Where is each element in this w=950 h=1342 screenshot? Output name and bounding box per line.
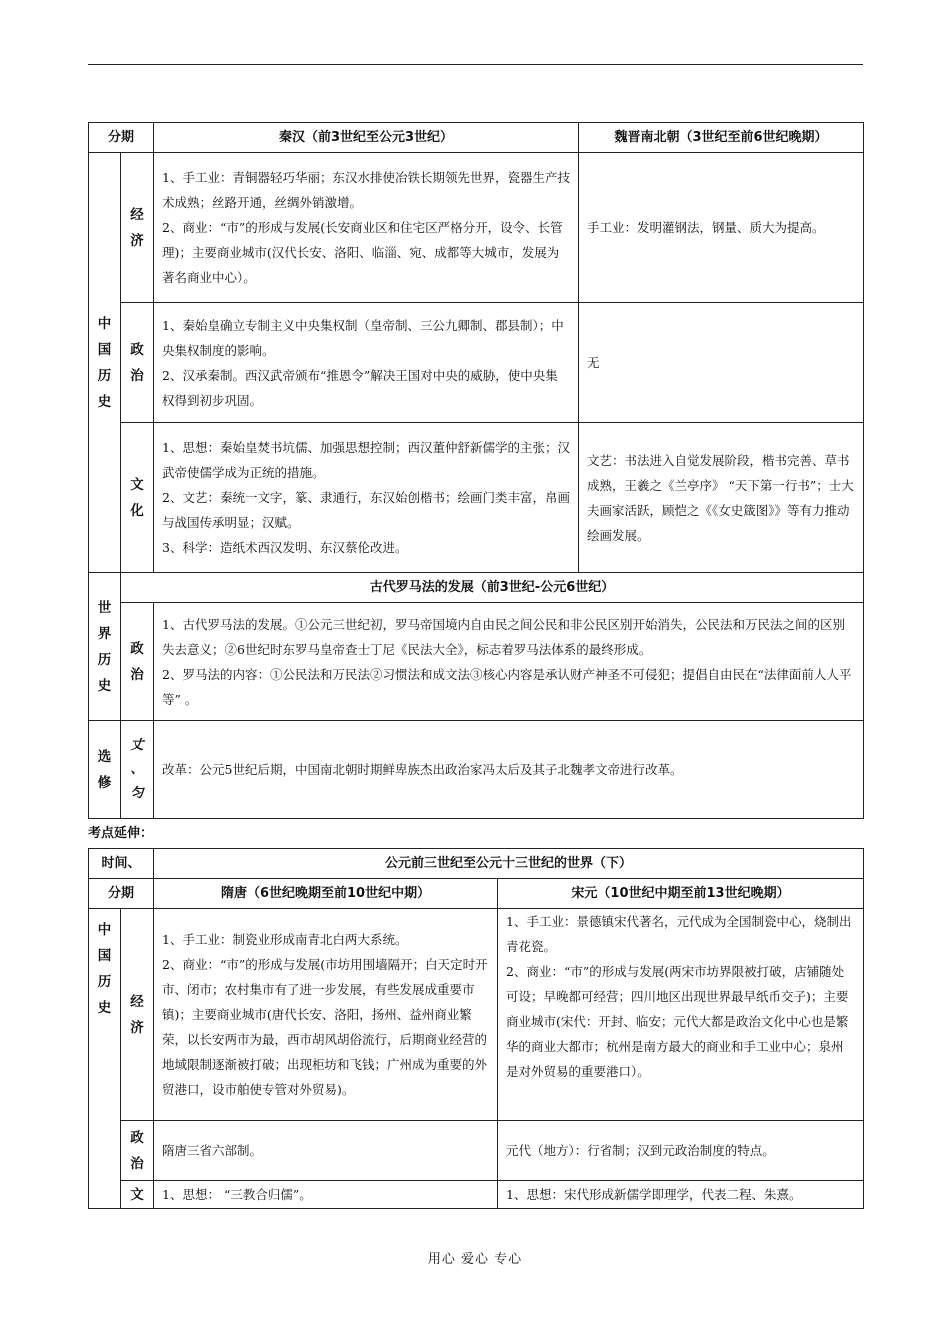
weijin-culture: 文艺：书法进入自觉发展阶段，楷书完善、草书成熟，王羲之《兰亭序》 “天下第一行书”；士大夫画家活跃，顾恺之《《女史箴图》》等有力推动绘画发展。 [579,423,864,573]
weijin-politics: 无 [579,303,864,423]
elective-sub-label: 丈 、 匀 [121,721,154,819]
songyuan-header: 宋元（10世纪中期至前13世纪晚期） [498,879,864,909]
elective-content: 改革：公元5世纪后期，中国南北朝时期鲜卑族杰出政治家冯太后及其子北魏孝文帝进行改革。 [154,721,864,819]
suitang-header: 隋唐（6世纪晚期至前10世纪中期） [154,879,498,909]
songyuan-culture: 1、思想：宋代形成新儒学即理学，代表二程、朱熹。 [498,1181,864,1209]
weijin-economy: 手工业：发明灌钢法，钢量、质大为提高。 [579,153,864,303]
world-politics-label: 政 治 [121,603,154,721]
songyuan-economy: 1、手工业：景德镇宋代著名，元代成为全国制瓷中心，烧制出青花瓷。 2、商业：“市”的形成与发展(两宋市坊界限被打破，店铺随处可设；早晚都可经营；四川地区出现世界最早纸币交子)；主要商业城市(宋代：开封、临安；元代大都是政治文化中心也是繁华的商业大都市；杭州是南方最大的商业和手工业中心；泉州是对外贸易的重要港口）。 [498,909,864,1121]
economy-label: 经 济 [121,153,154,303]
kaodian-heading: 考点延伸： [88,826,154,841]
qinhan-header: 秦汉（前3世纪至公元3世纪） [154,123,579,153]
rome-law-content: 1、古代罗马法的发展。①公元三世纪初，罗马帝国境内自由民之间公民和非公民区别开始消失，公民法和万民法之间的区别失去意义；②6世纪时东罗马皇帝查士丁尼《民法大全》，标志着罗马法体系的最终形成。 2、罗马法的内容：①公民法和万民法②习惯法和成文法③核心内容是承认财产神圣不可侵犯；提倡自由民在“法律面前人人平等” 。 [154,603,864,721]
elective-label: 选 修 [89,721,121,819]
table2-title: 公元前三世纪至公元十三世纪的世界（下） [154,849,864,879]
header-rule [88,64,863,65]
suitang-politics: 隋唐三省六部制。 [154,1121,498,1181]
songyuan-politics: 元代（地方）：行省制；汉到元政治制度的特点。 [498,1121,864,1181]
culture-label-2: 文 [121,1181,154,1209]
qinhan-culture: 1、思想：秦始皇焚书坑儒、加强思想控制；西汉董仲舒新儒学的主张；汉武帝使儒学成为正统的措施。 2、文艺：秦统一文字，篆、隶通行，东汉始创楷书；绘画门类丰富，帛画与战国传承明显；汉赋。 3、科学：造纸术西汉发明、东汉蔡伦改进。 [154,423,579,573]
qinhan-politics: 1、秦始皇确立专制主义中央集权制（皇帝制、三公九卿制、郡县制）；中央集权制度的影响。 2、汉承秦制。西汉武帝颁布“推恩令”解决王国对中央的威胁，使中央集权得到初步巩固。 [154,303,579,423]
period-header: 分期 [89,123,154,153]
suitang-culture: 1、思想： “三教合归儒”。 [154,1181,498,1209]
economy-label-2: 经 济 [121,909,154,1121]
politics-label-2: 政 治 [121,1121,154,1181]
suitang-economy: 1、手工业：制瓷业形成南青北白两大系统。 2、商业：“市”的形成与发展(市坊用围墙隔开；白天定时开市、闭市；农村集市有了进一步发展，有些发展成重要市镇)；主要商业城市(唐代长安、洛阳，扬州、益州商业繁荣，以长安两市为最，西市胡风胡俗流行，后期商业经营的地域限制逐渐被打破；出现柜坊和飞钱；广州成为重要的外贸港口，设市舶使专管对外贸易)。 [154,909,498,1121]
history-table-1 [88,122,864,819]
period-header-2: 分期 [89,879,154,909]
page-footer: 用心 爱心 专心 [427,1252,523,1267]
china-history-label-2: 中 国 历 史 [89,909,121,1209]
qinhan-economy: 1、手工业：青铜器轻巧华丽；东汉水排使冶铁长期领先世界，瓷器生产技术成熟；丝路开通，丝绸外销激增。 2、商业：“市”的形成与发展(长安商业区和住宅区严格分开，设令、长管理)；主要商业城市(汉代长安、洛阳、临淄、宛、成都等大城市，发展为著名商业中心）。 [154,153,579,303]
politics-label: 政 治 [121,303,154,423]
culture-label: 文 化 [121,423,154,573]
china-history-label: 中 国 历 史 [89,153,121,573]
history-table-2 [88,848,864,1209]
rome-law-title: 古代罗马法的发展（前3世纪-公元6世纪） [121,573,864,603]
time-header: 时间、 [89,849,154,879]
world-history-label: 世 界 历 史 [89,573,121,721]
weijin-header: 魏晋南北朝（3世纪至前6世纪晚期） [579,123,864,153]
